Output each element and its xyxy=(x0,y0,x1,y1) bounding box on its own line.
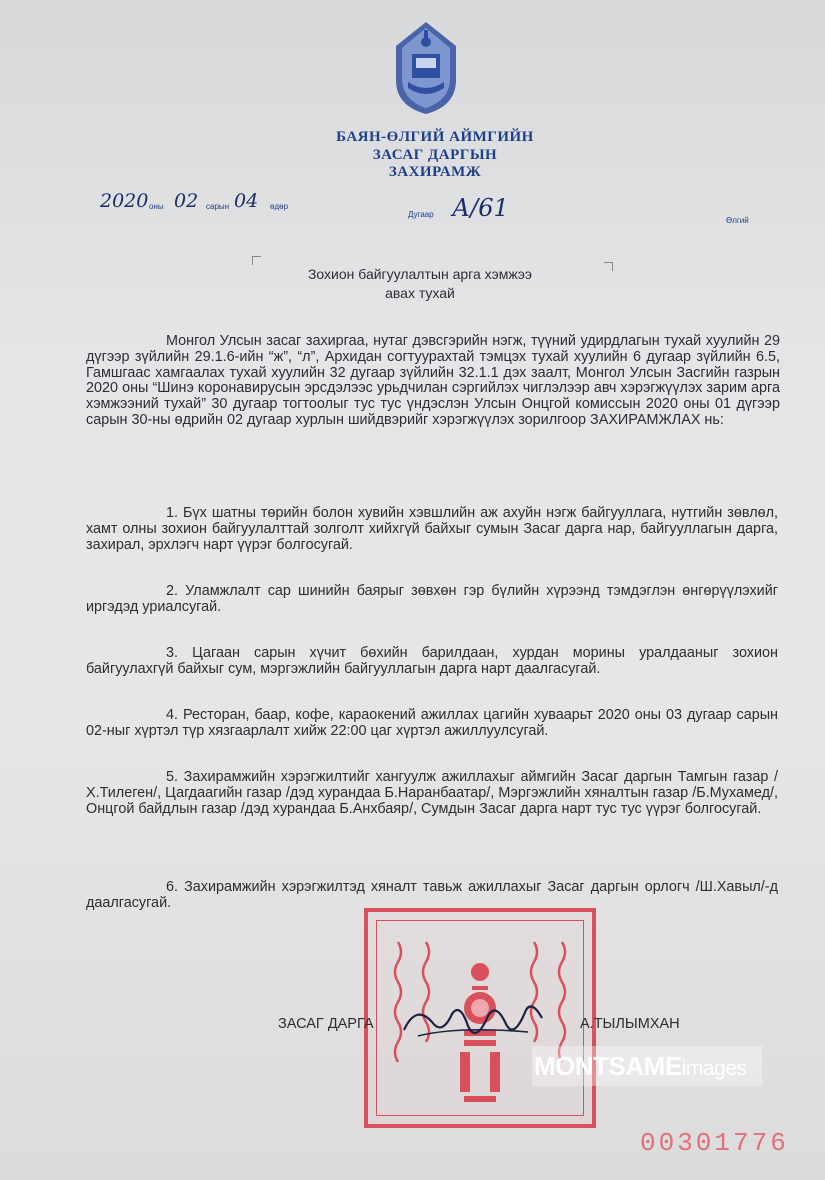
header-line-1: БАЯН-ӨЛГИЙ АЙМГИЙН xyxy=(336,129,534,145)
mongolia-state-emblem-icon xyxy=(388,18,464,118)
date-year: 2020 xyxy=(100,190,149,212)
document-number: А/61 xyxy=(452,194,509,222)
corner-mark-right xyxy=(604,262,613,271)
watermark-brand: MONTSAME xyxy=(534,1051,682,1081)
subject-line-1: Зохион байгуулалтын арга хэмжээ xyxy=(307,266,533,282)
header-line-3: ЗАХИРАМЖ xyxy=(388,164,482,180)
place-name: Өлгий xyxy=(726,216,749,225)
handwritten-signature-icon xyxy=(398,996,548,1056)
preamble-paragraph: Монгол Улсын засаг захиргаа, нутаг дэвсгэрийн нэгж, түүний удирдлагын тухай хуулийн 29 дүгээр зүйлийн 29.1.6-ийн “ж”, “л”, Архидан согтуурахтай тэмцэх тухай хуулийн 6 дугаар зүйлийн 6.5, Гамшгаас хамгаалах тухай хуулийн 32 дугаар зүйлийн 32.1.1 дэх заалт, Монгол Улсын Засгийн газрын 2020 оны “Шинэ коронавирусын эрсдэлээс урьдчилан сэргийлэх чиглэлээр авч хэрэгжүүлэх зарим арга хэмжээний тухай” 30 дугаар тогтоолыг тус тус үндэслэн Улсын Онцгой комиссын 2020 оны 01 дүгээр сарын 30-ны өдрийн 02 дугаар хурлын шийдвэрийг хэрэгжүүлэх зорилгоор ЗАХИРАМЖЛАХ нь: xyxy=(86,333,780,428)
signature-title: ЗАСАГ ДАРГА xyxy=(278,1016,374,1032)
order-item-1: 1. Бүх шатны төрийн болон хувийн хэвшлийн аж ахуйн нэгж байгууллага, нутгийн зөвлөл, хамт олны зохион байгуулалттай золголт хийхгүй байхыг сумын Засаг дарга нар, байгууллагын дарга, захирал, эрхлэгч нарт үүрэг болгосугай. xyxy=(86,505,778,553)
date-day-suffix: өдөр xyxy=(270,202,289,211)
date-month-suffix: сарын xyxy=(206,202,230,211)
order-item-4: 4. Ресторан, баар, кофе, караокений ажиллах цагийн хуваарьт 2020 оны 03 дугаар сарын 02-ныг хүртэл түр хязгаарлалт хийж 22:00 цаг хүртэл ажиллуулсугай. xyxy=(86,707,778,739)
date-month: 02 xyxy=(174,190,199,212)
order-item-3: 3. Цагаан сарын хүчит бөхийн барилдаан, хурдан морины уралдааныг зохион байгуулахгүй байхыг сум, мэргэжлийн байгууллагын дарга нарт даалгасугай. xyxy=(86,645,778,677)
signature-block xyxy=(278,1016,374,1032)
number-label: Дугаар xyxy=(408,210,434,219)
order-item-5: 5. Захирамжийн хэрэгжилтийг хангуулж ажиллахыг аймгийн Засаг даргын Тамгын газар /Х.Тилеген/, Цагдаагийн газар /дэд хурандаа Б.Наранбаатар/, Мэргэжлийн хяналтын газар /Б.Мухамед/, Онцгой байдлын газар /дэд хурандаа Б.Анхбаяр/, Сумдын Засаг дарга нарт тус тус үүрэг болгосугай. xyxy=(86,769,778,817)
signatory-name: А.ТЫЛЫМХАН xyxy=(580,1016,680,1032)
order-item-2: 2. Уламжлалт сар шинийн баярыг зөвхөн гэр бүлийн хүрээнд тэмдэглэн өнгөрүүлэхийг иргэдэд уриалсугай. xyxy=(86,583,778,615)
date-day: 04 xyxy=(234,190,259,212)
serial-number: 00301776 xyxy=(640,1128,789,1158)
header-line-2: ЗАСАГ ДАРГЫН xyxy=(372,147,498,163)
date-year-suffix: оны xyxy=(149,202,164,211)
subject-line-2: авах тухай xyxy=(385,285,455,301)
state-emblem xyxy=(388,18,464,118)
order-item-6: 6. Захирамжийн хэрэгжилтэд хяналт тавьж ажиллахыг Засаг даргын орлогч /Ш.Хавыл/-д даалгасугай. xyxy=(86,879,778,911)
montsame-watermark xyxy=(532,1046,762,1086)
watermark-suffix: images xyxy=(681,1057,747,1080)
